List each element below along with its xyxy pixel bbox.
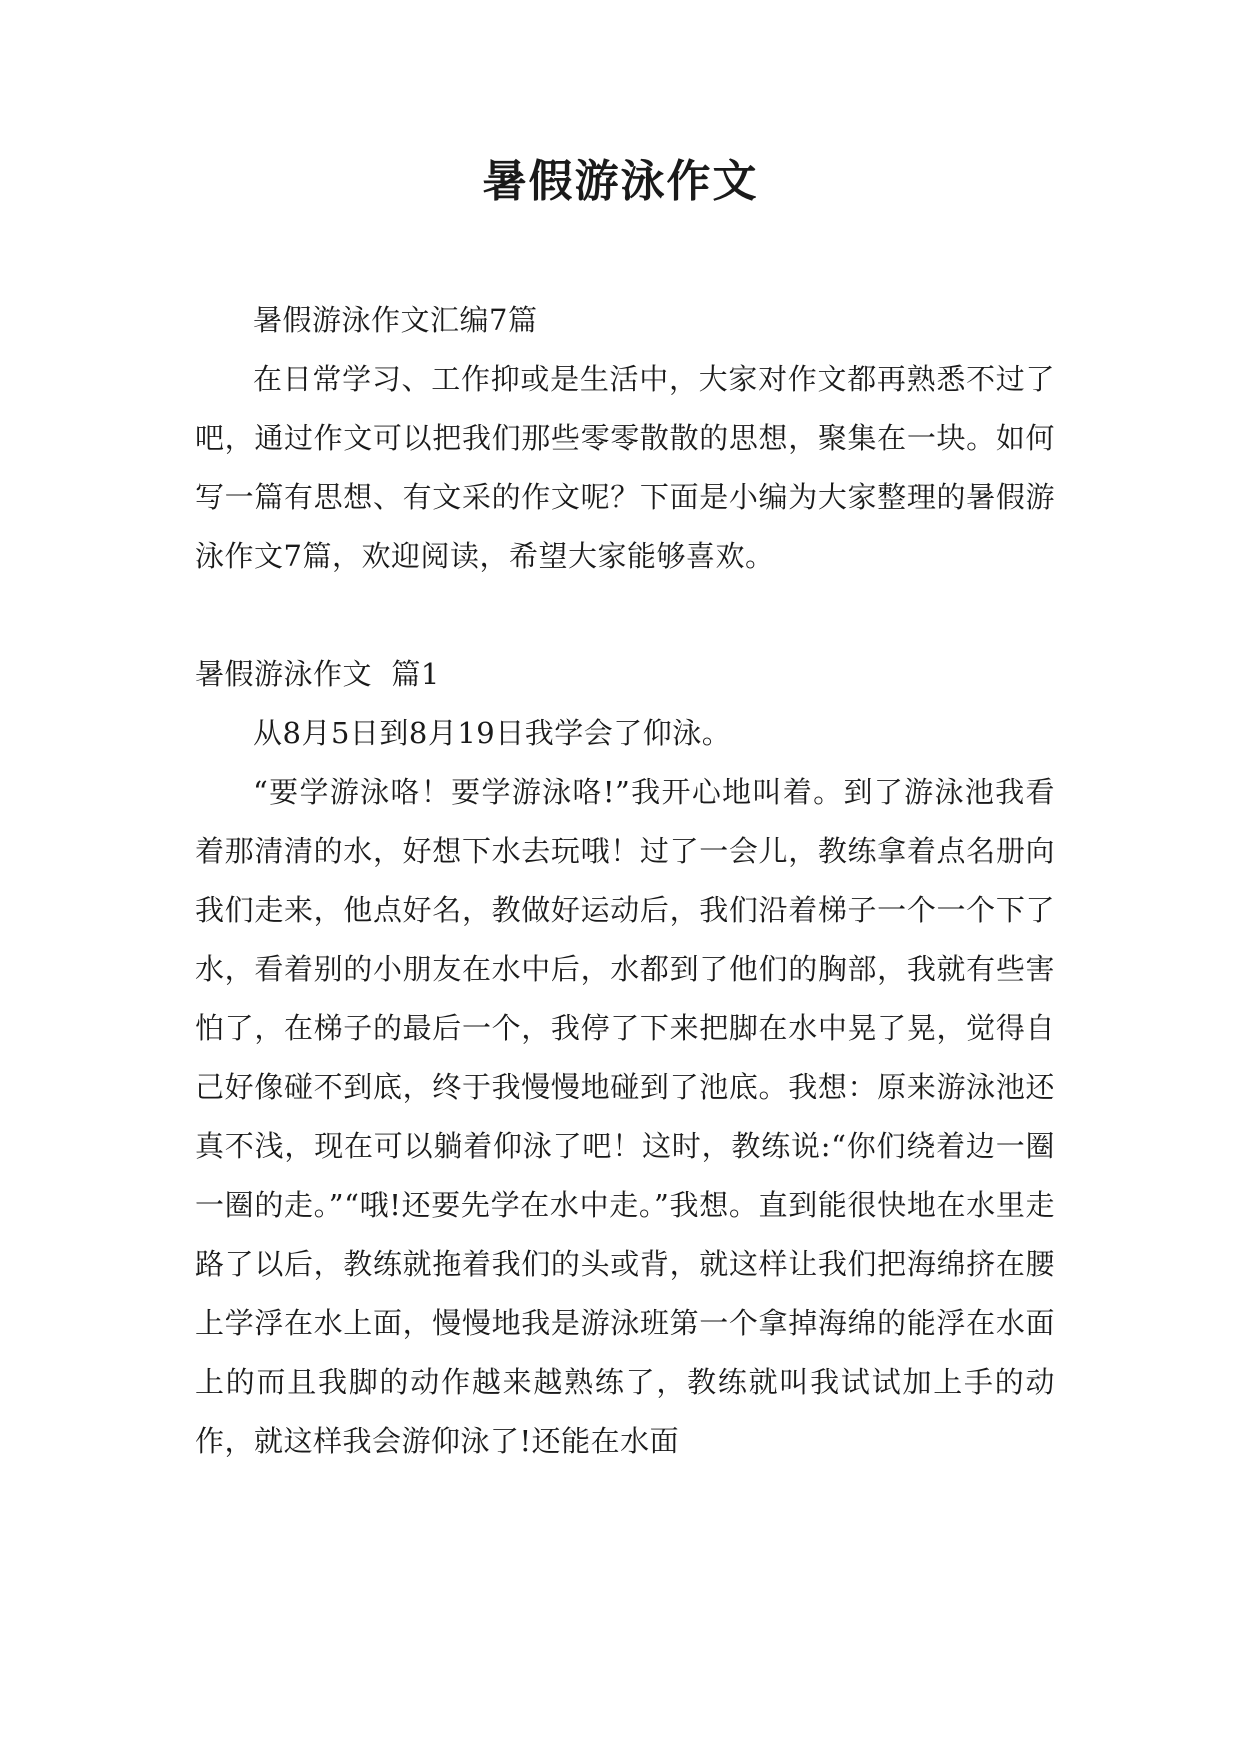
document-subtitle: 暑假游泳作文汇编7篇 — [253, 303, 538, 337]
document-body — [195, 291, 1055, 1471]
section-heading: 暑假游泳作文 篇1 — [195, 657, 440, 691]
document-title: 暑假游泳作文 — [482, 156, 759, 207]
intro-paragraph: 在日常学习、工作抑或是生活中，大家对作文都再熟悉不过了吧，通过作文可以把我们那些零零散散的思想，聚集在一块。如何写一篇有思想、有文采的作文呢？下面是小编为大家整理的暑假游泳作文7篇，欢迎阅读，希望大家能够喜欢。 — [195, 362, 1055, 573]
paragraph-gap — [195, 586, 1055, 645]
paragraph-2: “要学游泳咯！要学游泳咯!”我开心地叫着。到了游泳池我看着那清清的水，好想下水去玩哦！过了一会儿，教练拿着点名册向我们走来，他点好名，教做好运动后，我们沿着梯子一个一个下了水，看着别的小朋友在水中后，水都到了他们的胸部，我就有些害怕了，在梯子的最后一个，我停了下来把脚在水中晃了晃，觉得自己好像碰不到底，终于我慢慢地碰到了池底。我想：原来游泳池还真不浅，现在可以躺着仰泳了吧！这时，教练说:“你们绕着边一圈一圈的走。”“哦!还要先学在水中走。”我想。直到能很快地在水里走路了以后，教练就拖着我们的头或背，就这样让我们把海绵挤在腰上学浮在水上面，慢慢地我是游泳班第一个拿掉海绵的能浮在水面上的而且我脚的动作越来越熟练了，教练就叫我试试加上手的动作，就这样我会游仰泳了!还能在水面 — [195, 775, 1055, 1458]
paragraph-1: 从8月5日到8月19日我学会了仰泳。 — [253, 716, 732, 750]
